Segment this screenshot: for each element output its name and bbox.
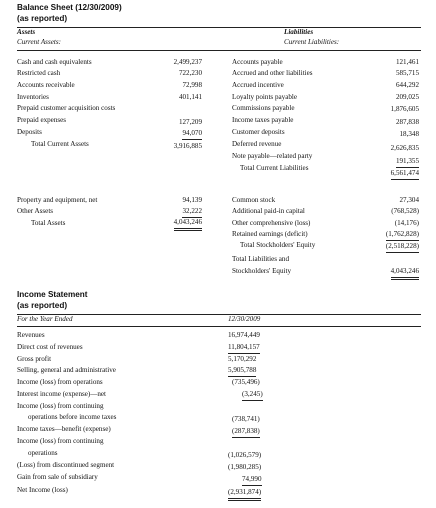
liability-value: 121,461 bbox=[395, 58, 419, 66]
liability-value: 585,715 bbox=[395, 69, 419, 77]
other-asset-value: 32,222 bbox=[182, 206, 202, 218]
period-value: 12/30/2009 bbox=[228, 315, 261, 323]
income-row-value: (1,980,285) bbox=[228, 463, 262, 471]
liability-label: Loyalty points payable bbox=[232, 93, 298, 101]
liability-value: 2,626,835 bbox=[390, 144, 419, 152]
equity-value: (768,528) bbox=[391, 207, 419, 215]
equity-label: Retained earnings (deficit) bbox=[232, 230, 308, 238]
total-current-assets-value: 3,916,885 bbox=[173, 142, 202, 150]
total-assets-value: 4,043,246 bbox=[174, 217, 202, 231]
total-current-assets-label: Total Current Assets bbox=[31, 140, 89, 148]
income-row-label: Income (loss) from continuing bbox=[17, 402, 104, 410]
header-rule bbox=[17, 27, 421, 28]
asset-label: Deposits bbox=[17, 128, 42, 136]
income-row-label: Income (loss) from operations bbox=[17, 378, 103, 386]
asset-label: Prepaid customer acquisition costs bbox=[17, 104, 116, 112]
asset-label: Restricted cash bbox=[17, 69, 61, 77]
asset-value: 94,070 bbox=[182, 128, 202, 140]
liability-value: 18,348 bbox=[399, 130, 419, 138]
income-row-label: Income taxes—benefit (expense) bbox=[17, 425, 111, 433]
total-liabilities-value: 4,043,246 bbox=[391, 266, 419, 280]
current-assets-heading: Current Assets: bbox=[17, 38, 61, 46]
net-income-value: (2,931,874) bbox=[228, 487, 261, 501]
asset-value: 127,209 bbox=[178, 118, 202, 126]
total-equity-value: (2,518,228) bbox=[386, 241, 419, 253]
liability-label: Accrued incentive bbox=[232, 81, 284, 89]
liability-label: Customer deposits bbox=[232, 128, 285, 136]
income-row-value: (1,026,579) bbox=[228, 451, 262, 459]
income-statement-title: Income Statement bbox=[17, 290, 88, 299]
equity-value: 27,304 bbox=[399, 196, 419, 204]
asset-value: 2,499,237 bbox=[173, 58, 202, 66]
other-asset-label: Other Assets bbox=[17, 207, 54, 215]
total-assets-label: Total Assets bbox=[31, 219, 66, 227]
income-row-value: 11,804,157 bbox=[228, 342, 260, 354]
income-row-label: Selling, general and administrative bbox=[17, 366, 116, 374]
income-row-label: Revenues bbox=[17, 331, 45, 339]
total-current-liabilities-value: 6,561,474 bbox=[391, 168, 419, 180]
equity-value: (1,762,828) bbox=[386, 229, 419, 241]
equity-label: Common stock bbox=[232, 196, 276, 204]
income-row-value: (287,838) bbox=[232, 426, 260, 438]
income-subheader-rule bbox=[17, 326, 421, 327]
income-row-label: Income (loss) from continuing bbox=[17, 437, 104, 445]
liability-value: 191,355 bbox=[396, 156, 419, 168]
balance-sheet-subtitle: (as reported) bbox=[17, 14, 68, 23]
income-row-label: Gross profit bbox=[17, 355, 52, 363]
asset-label: Cash and cash equivalents bbox=[17, 58, 92, 66]
income-statement-subtitle: (as reported) bbox=[17, 301, 68, 310]
asset-label: Inventories bbox=[17, 93, 49, 101]
income-row-value: (735,496) bbox=[232, 378, 260, 386]
income-row-value: 74,990 bbox=[242, 474, 262, 486]
total-liabilities-label-line2: Stockholders' Equity bbox=[232, 267, 292, 275]
asset-label: Accounts receivable bbox=[17, 81, 75, 89]
total-liabilities-label-line1: Total Liabilities and bbox=[232, 255, 290, 263]
other-asset-label: Property and equipment, net bbox=[17, 196, 98, 204]
period-label: For the Year Ended bbox=[17, 315, 73, 323]
subheader-rule bbox=[17, 50, 421, 51]
other-asset-value: 94,139 bbox=[182, 196, 202, 204]
income-row-label: operations before income taxes bbox=[28, 413, 117, 421]
income-row-label: (Loss) from discontinued segment bbox=[17, 461, 115, 469]
equity-label: Other comprehensive (loss) bbox=[232, 219, 311, 227]
asset-value: 722,230 bbox=[178, 69, 202, 77]
income-row-value: (3,245) bbox=[242, 389, 263, 401]
equity-label: Additional paid-in capital bbox=[232, 207, 305, 215]
income-row-value: 5,905,788 bbox=[228, 365, 256, 377]
income-row-label: Gain from sale of subsidiary bbox=[17, 473, 98, 481]
liability-label: Accounts payable bbox=[232, 58, 283, 66]
liability-label: Deferred revenue bbox=[232, 140, 282, 148]
balance-sheet-title: Balance Sheet (12/30/2009) bbox=[17, 3, 122, 12]
income-row-label: Interest income (expense)—net bbox=[17, 390, 107, 398]
liability-value: 644,292 bbox=[395, 81, 419, 89]
liability-label: Accrued and other liabilities bbox=[232, 69, 313, 77]
liability-value: 1,876,605 bbox=[390, 105, 419, 113]
liability-label: Income taxes payable bbox=[232, 116, 294, 124]
total-equity-label: Total Stockholders' Equity bbox=[240, 241, 316, 249]
assets-heading: Assets bbox=[17, 28, 36, 36]
asset-value: 401,141 bbox=[178, 93, 202, 101]
income-header-rule bbox=[17, 314, 421, 315]
asset-label: Prepaid expenses bbox=[17, 116, 67, 124]
liability-label: Commissions payable bbox=[232, 104, 295, 112]
income-row-label: Direct cost of revenues bbox=[17, 343, 83, 351]
net-income-label: Net Income (loss) bbox=[17, 486, 68, 494]
liability-value: 287,838 bbox=[395, 118, 419, 126]
income-row-value: 5,170,292 bbox=[228, 355, 257, 363]
liability-value: 209,025 bbox=[395, 93, 419, 101]
income-row-label: operations bbox=[28, 449, 58, 457]
asset-value: 72,998 bbox=[182, 81, 202, 89]
liability-label: Note payable—related party bbox=[232, 152, 313, 160]
income-row-value: 16,974,449 bbox=[228, 331, 260, 339]
total-current-liabilities-label: Total Current Liabilities bbox=[240, 164, 309, 172]
income-row-value: (738,741) bbox=[232, 415, 260, 423]
equity-value: (14,176) bbox=[394, 219, 419, 227]
liabilities-heading: Liabilities bbox=[284, 28, 314, 36]
current-liabilities-heading: Current Liabilities: bbox=[284, 38, 340, 46]
